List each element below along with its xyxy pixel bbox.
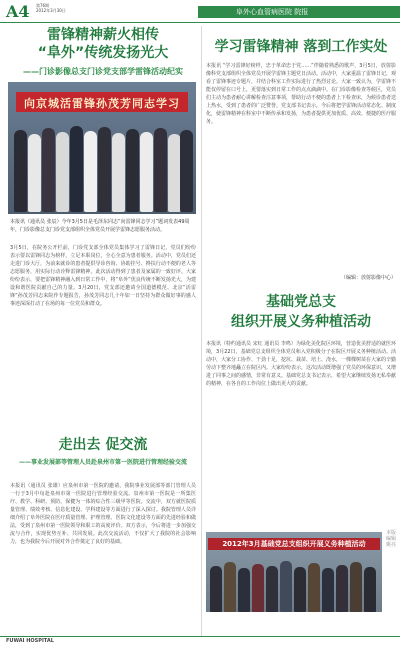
article2-title: 学习雷锋精神 落到工作实处 [214,39,388,55]
person-figure [224,562,236,612]
person-figure [322,568,334,612]
article1-title-line2: “阜外”传统发扬光大 [37,45,169,61]
page-header [0,0,400,22]
person-figure [364,567,376,612]
photo2-banner-text: 2012年3月基础党总支组织开展义务种植活动 [222,540,366,548]
photo-people [12,116,192,212]
person-figure [154,128,167,212]
person-figure [112,133,125,212]
article3-body: 本报讯（通讯员 张雄）应泉州市第一医院的邀请，我院事业发展部等部门管理人员一行于3月中旬赴泉州市第一医院进行管理经验交流。泉州市第一医院是一所集医疗、教学、科研、预防、保健为一体的综合性三级甲等医院。交流中，双方就医院质量管理、绩效考核、信息化建设、学科建设等方面进行了深入探讨。我院管理人员详细介绍了阜外医院在医疗质量管理、护理管理、医院文化建设等方面的先进经验和做法，受到了泉州市第一医院领导和职工的高度评价。双方表示，今后将进一步加强交流与合作，实现优势互补、共同发展。此次交流活动，不仅扩大了我院的社会影响力，也为我院今后开展对外合作奠定了良好的基础。 [10,483,196,545]
person-figure [210,566,222,612]
issue-date: 2012年3月30日 [36,8,66,13]
photo-banner-text: 向京城活雷锋孙茂芳同志学习 [24,97,180,110]
column-divider [201,26,202,636]
person-figure [14,130,27,212]
article4-photo [206,532,382,612]
person-figure [56,132,69,212]
person-figure [350,562,362,612]
article3-subtitle: ——事业发展部等管理人员赴泉州市第一医院进行管理经验交流 [18,459,187,466]
person-figure [126,129,139,212]
person-figure [140,132,153,212]
article4-title [206,292,396,332]
person-figure [308,563,320,612]
person-figure [70,126,83,212]
header-divider [0,22,400,23]
person-figure [42,128,55,212]
issue-info [36,3,66,13]
section-title: 阜外心血管病医院 院报 [236,8,309,16]
article2-body: 本报讯 “学习雷锋好榜样，忠于革命忠于党……”伴随着熟悉的歌声，3月5日，放射影像科党支部组织全体党员开展学雷锋主题党日活动。活动中，大家重温了雷锋日记，观看了雷锋事迹专题片，并结合科室工作实际进行了热烈讨论。大家一致认为，学雷锋不能仅停留在口号上，更要落实到日常工作的点点滴滴中。在门诊影像检查等候区，党员们主动为患者耐心讲解检查注意事项，帮助行动不便的患者上下检查床，为候诊患者送上热水，受到了患者的广泛赞誉。党支部书记表示，今后将把学雷锋活动常态化、制度化，使雷锋精神在科室中不断传承和发扬，为患者提供更加优质、高效、便捷的医疗服务。 [206,63,396,125]
editor-credit: 本版编辑 姚亮 [386,530,397,548]
photo2-banner [208,538,380,550]
person-figure [336,565,348,612]
person-figure [98,127,111,212]
person-figure [280,561,292,612]
article1-subtitle: ——门诊影像总支门诊党支部学雷锋活动纪实 [23,67,183,76]
footer-name: FUWAI HOSPITAL [6,638,54,644]
page-footer [0,636,400,650]
article1-caption: 本报讯（通讯员 张辰）今年3月5日是毛泽东同志“向雷锋同志学习”题词发表49周年，门诊影像总支门诊党支部组织全体党员开展学雷锋志愿服务活动。 [10,219,190,233]
article2-credit: （编辑：放射影像中心） [340,275,396,281]
person-figure [180,130,193,212]
person-figure [238,568,250,612]
person-figure [84,131,97,212]
article3-title: 走出去 促交流 [58,437,148,453]
person-figure [28,134,41,212]
section-bar [198,6,400,18]
article4-title-line1: 基础党总支 [266,294,336,310]
photo2-group [210,556,378,612]
article1-title [10,26,196,62]
article1-photo [8,82,196,214]
article4-body: 本报讯（特约通讯员 宋红 通讯员 李鸣）为绿化美化院区环境，营造优美舒适的就医环境，3月22日，基础党总支组织全体党员和入党积极分子在院区开展义务种植活动。活动中，大家分工协作、干劲十足，挖坑、栽苗、培土、浇水，一棵棵树苗在大家的辛勤劳动下整齐地矗立在院区内。大家纷纷表示，这次活动既增强了党员的环保意识，又增进了同事之间的感情，非常有意义。基础党总支书记表示，希望大家继续发扬无私奉献的精神，在各自的工作岗位上做出更大的贡献。 [206,341,396,387]
footer-divider [0,636,400,637]
article1-title-line1: 雷锋精神薪火相传 [47,27,159,43]
article1-body: 3月5日，在院务公开栏前，门诊党支部全体党员集体学习了雷锋日记，党员们纷纷表示要以雷锋同志为榜样，立足本职岗位，全心全意为患者服务。活动中，党员们还走进门诊大厅，为前来就诊的患者提供导诊咨询、协助挂号、搀扶行动不便的老人等志愿服务，用实际行动诠释雷锋精神。此次活动得到了患者及家属的一致好评。大家纷纷表示，要把雷锋精神融入到日常工作中，将“阜外”优良传统不断发扬光大，为建设和谐医院贡献自己的力量。3月20日，党支部还邀请全国道德模范、北京“活雷锋”孙茂芳同志来院作专题报告，孙茂芳同志几十年如一日坚持为群众做好事的感人事迹深深打动了在场的每一位党员和群众。 [10,245,196,307]
article4-title-line2: 组织开展义务种植活动 [231,314,371,330]
person-figure [294,567,306,612]
person-figure [266,566,278,612]
photo-banner [16,92,188,112]
issue-number: 第76期 [36,3,50,8]
person-figure [252,564,264,612]
page-number: A4 [6,2,30,21]
